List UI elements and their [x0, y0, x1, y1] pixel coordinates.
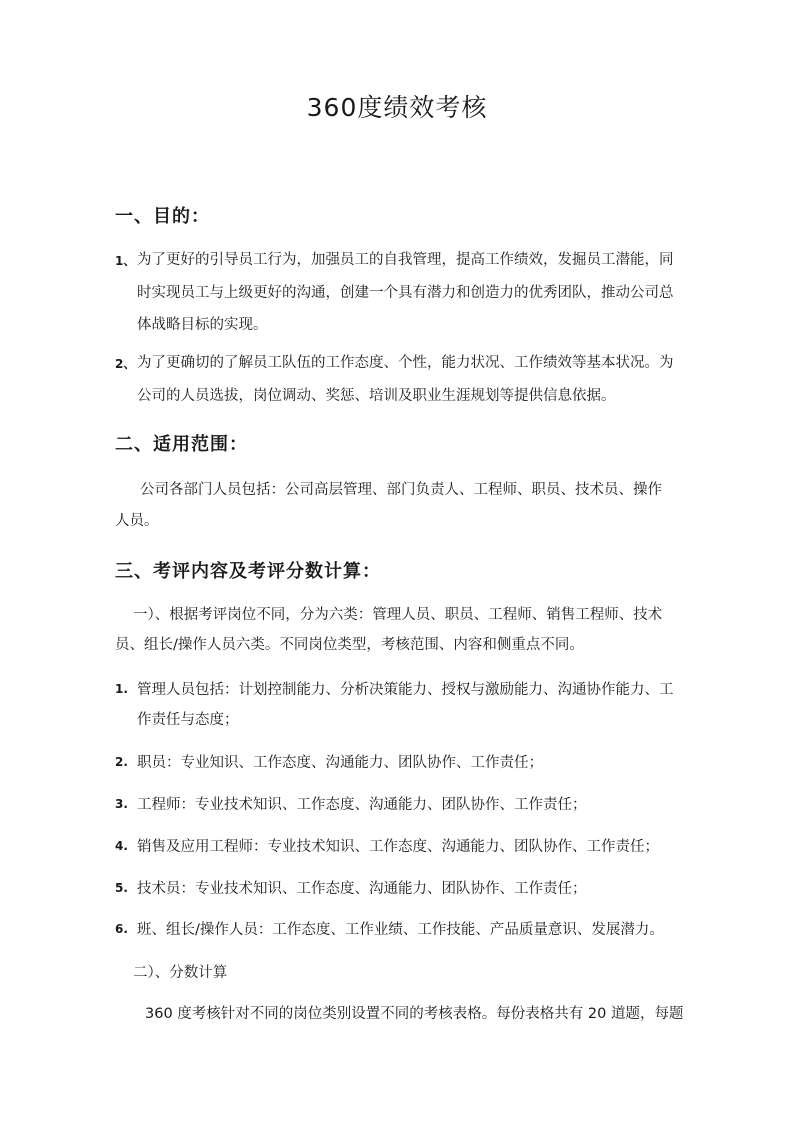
- paragraph-line: 职员：专业知识、工作态度、沟通能力、团队协作、工作责任；: [137, 755, 543, 771]
- paragraph-line: 工程师：专业技术知识、工作态度、沟通能力、团队协作、工作责任；: [137, 797, 587, 813]
- paragraph-line: 员、组长/操作人员六类。不同岗位类型，考核范围、内容和侧重点不同。: [115, 637, 584, 653]
- paragraph-line: 技术员：专业技术知识、工作态度、沟通能力、团队协作、工作责任；: [137, 881, 587, 897]
- paragraph-line: 为了更好的引导员工行为，加强员工的自我管理，提高工作绩效，发掘员工潜能，同: [137, 252, 674, 268]
- list-number: 2.: [115, 755, 128, 769]
- paragraph-line: 作责任与态度；: [137, 712, 239, 728]
- list-number: 1.: [115, 682, 128, 696]
- section-heading-scope: 二、适用范围：: [115, 434, 248, 455]
- paragraph-line: 时实现员工与上级更好的沟通，创建一个具有潜力和创造力的优秀团队，推动公司总: [137, 285, 674, 301]
- paragraph-line: 管理人员包括：计划控制能力、分析决策能力、授权与激励能力、沟通协作能力、工: [137, 682, 674, 698]
- list-number: 4.: [115, 839, 128, 853]
- list-number: 1、: [115, 254, 136, 268]
- paragraph-line: 360 度考核针对不同的岗位类别设置不同的考核表格。每份表格共有 20 道题，每题: [145, 1006, 684, 1022]
- list-number: 6.: [115, 922, 128, 936]
- list-number: 3.: [115, 797, 128, 811]
- paragraph-line: 一）、根据考评岗位不同，分为六类：管理人员、职员、工程师、销售工程师、技术: [133, 607, 663, 623]
- list-number: 2、: [115, 357, 136, 371]
- paragraph-line: 为了更确切的了解员工队伍的工作态度、个性，能力状况、工作绩效等基本状况。为: [137, 355, 674, 371]
- section-heading-content: 三、考评内容及考评分数计算：: [115, 561, 381, 582]
- paragraph-line: 班、组长/操作人员：工作态度、工作业绩、工作技能、产品质量意识、发展潜力。: [137, 922, 664, 938]
- paragraph-line: 体战略目标的实现。: [137, 317, 268, 333]
- page-title: 360度绩效考核: [306, 93, 488, 122]
- paragraph-line: 公司的人员选拔，岗位调动、奖惩、培训及职业生涯规划等提供信息依据。: [137, 388, 616, 404]
- list-number: 5.: [115, 881, 128, 895]
- paragraph-line: 销售及应用工程师：专业技术知识、工作态度、沟通能力、团队协作、工作责任；: [137, 839, 659, 855]
- paragraph-line: 公司各部门人员包括：公司高层管理、部门负责人、工程师、职员、技术员、操作: [140, 482, 662, 498]
- paragraph-line: 人员。: [115, 513, 159, 529]
- subsection-heading-scoring: 二）、分数计算: [133, 965, 228, 981]
- section-heading-purpose: 一、目的：: [115, 206, 210, 227]
